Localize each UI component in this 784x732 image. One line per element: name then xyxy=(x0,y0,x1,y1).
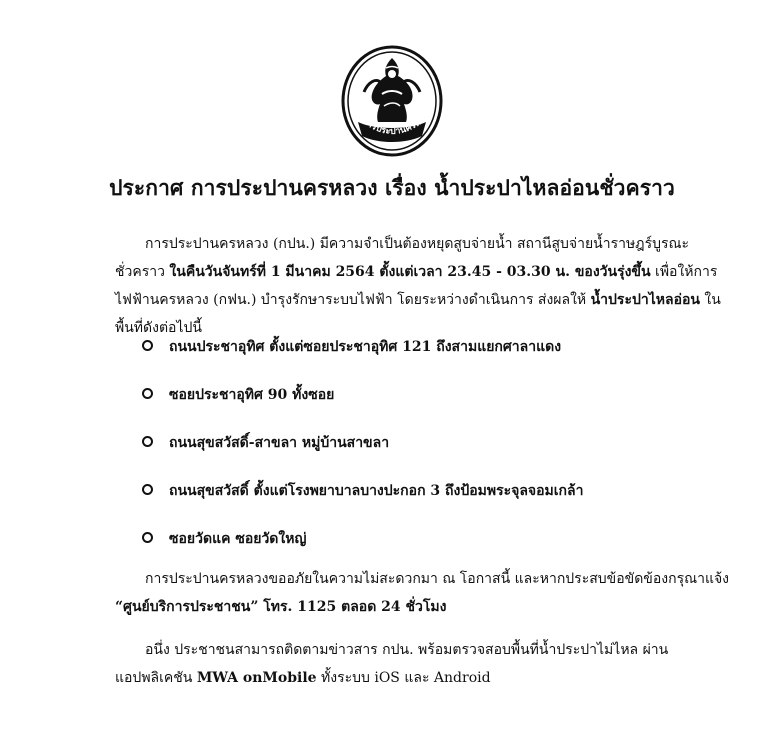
bullet-icon xyxy=(142,436,153,447)
app-name: MWA onMobile xyxy=(196,670,317,686)
apology-text: การประปานครหลวงขออภัยในความไม่สะดวกมา ณ โอกาสนี้ และหากประสบข้อขัดข้องกรุณาแจ้ง xyxy=(145,571,730,587)
call-center-info: “ศูนย์บริการประชาชน” โทร. 1125 ตลอด 24 ชั่วโมง xyxy=(115,599,447,615)
intro-text-a: การประปานครหลวง (กปน.) มีความจำเป็นต้องหยุดสูบจ่ายน้ำ สถานีสูบจ่ายน้ำราษฎร์บูรณะชั่วคราว xyxy=(115,236,690,280)
intro-low-pressure: น้ำประปาไหลอ่อน xyxy=(590,292,700,308)
list-item xyxy=(142,384,662,432)
area-label: ซอยวัดแค ซอยวัดใหญ่ xyxy=(169,531,307,547)
area-label: ถนนสุขสวัสดิ์-สาขลา หมู่บ้านสาขลา xyxy=(169,435,390,451)
seal-icon xyxy=(340,44,444,158)
apology-paragraph xyxy=(115,565,730,621)
bullet-icon xyxy=(142,484,153,495)
app-text-a: อนึ่ง ประชาชนสามารถติดตามข่าวสาร กปน. พร้อมตรวจสอบพื้นที่น้ำประปาไม่ไหล ผ่านแอปพลิเคชัน xyxy=(115,642,669,686)
bullet-icon xyxy=(142,532,153,543)
page-title: ประกาศ การประปานครหลวง เรื่อง น้ำประปาไหลอ่อนชั่วคราว xyxy=(109,175,675,200)
area-label: ซอยประชาอุทิศ 90 ทั้งซอย xyxy=(169,387,335,403)
list-item xyxy=(142,480,662,528)
intro-date-time: ในคืนวันจันทร์ที่ 1 มีนาคม 2564 ตั้งแต่เวลา 23.45 - 03.30 น. ของวันรุ่งขึ้น xyxy=(169,264,651,280)
svg-text:การประปานครหลวง: การประปานครหล xyxy=(360,114,428,138)
intro-paragraph xyxy=(115,230,730,342)
area-label: ถนนประชาอุทิศ ตั้งแต่ซอยประชาอุทิศ 121 ถึงสามแยกศาลาแดง xyxy=(169,339,562,355)
mwa-seal-logo xyxy=(340,44,444,158)
area-label: ถนนสุขสวัสดิ์ ตั้งแต่โรงพยาบาลบางปะกอก 3 ถึงป้อมพระจุลจอมเกล้า xyxy=(169,483,584,499)
app-paragraph xyxy=(115,636,730,692)
intro-text-e: ในพื้นที่ดังต่อไปนี้ xyxy=(115,292,721,336)
list-item xyxy=(142,432,662,480)
affected-areas-list xyxy=(142,336,662,576)
list-item xyxy=(142,336,662,384)
bullet-icon xyxy=(142,340,153,351)
bullet-icon xyxy=(142,388,153,399)
app-text-c: ทั้งระบบ iOS และ Android xyxy=(316,670,491,686)
intro-text-c: เพื่อให้การไฟฟ้านครหลวง (กฟน.) บำรุงรักษาระบบไฟฟ้า โดยระหว่างดำเนินการ ส่งผลให้ xyxy=(115,264,718,308)
